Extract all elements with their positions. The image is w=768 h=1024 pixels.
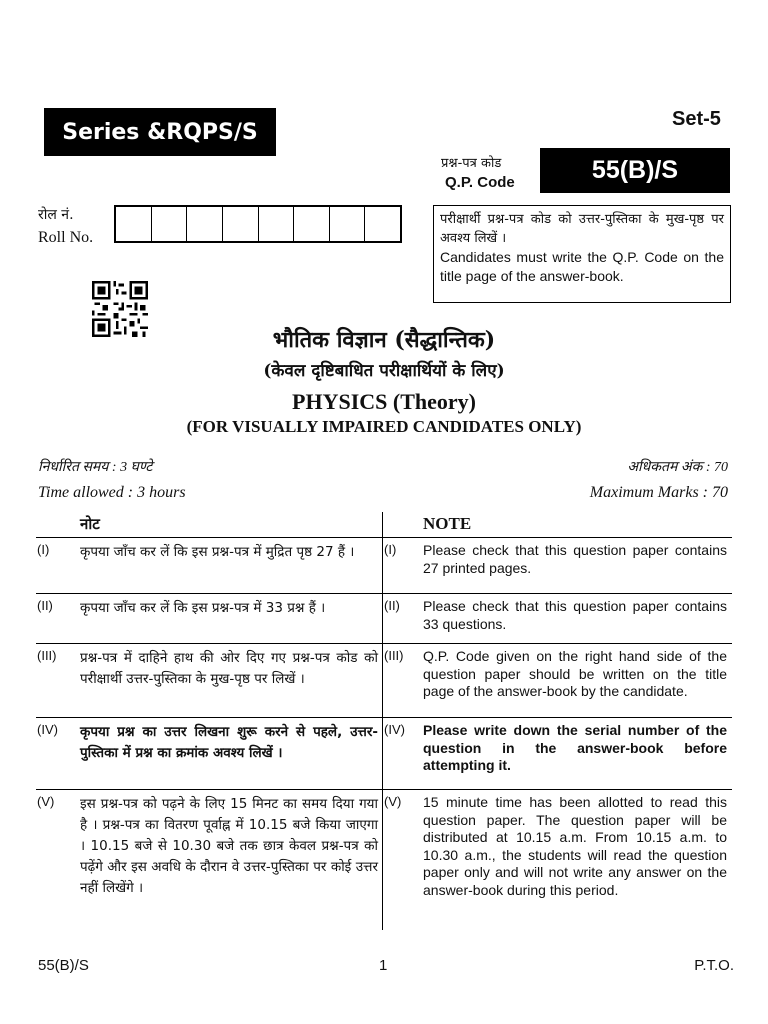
roll-number-label: Roll No. bbox=[38, 229, 94, 246]
roll-number-boxes[interactable] bbox=[114, 205, 402, 243]
column-divider bbox=[382, 512, 383, 930]
note-text-hindi: कृपया प्रश्न का उत्तर लिखना शुरू करने से पहले, उत्तर-पुस्तिका में प्रश्न का क्रमांक अवश्य लिखें । bbox=[80, 724, 378, 761]
note-number: (I) bbox=[37, 542, 50, 557]
note-text-hindi: प्रश्न-पत्र में दाहिने हाथ की ओर दिए गए प्रश्न-पत्र कोड को परीक्षार्थी उत्तर-पुस्तिका के मुख-पृष्ठ पर लिखें । bbox=[80, 650, 378, 687]
qp-code-label: Q.P. Code bbox=[445, 174, 515, 191]
time-allowed: Time allowed : 3 hours bbox=[38, 484, 186, 501]
qp-code-instruction-box bbox=[433, 205, 731, 303]
note-number: (V) bbox=[37, 794, 55, 809]
note-text: Please write down the serial number of the question in the answer-book before attempting it. bbox=[423, 722, 727, 773]
note-text-hindi: कृपया जाँच कर लें कि इस प्रश्न-पत्र में मुद्रित पृष्ठ 27 हैं । bbox=[80, 544, 355, 560]
divider bbox=[382, 537, 732, 538]
roll-number-cell[interactable] bbox=[330, 207, 366, 241]
maximum-marks-hindi: अधिकतम अंक : 70 bbox=[627, 460, 728, 475]
subtitle-hindi: (केवल दृष्टिबाधित परीक्षार्थियों के लिए) bbox=[263, 361, 505, 381]
note-number: (III) bbox=[37, 648, 57, 663]
note-number: (III) bbox=[384, 648, 404, 663]
note-text: Please check that this question paper contains 27 printed pages. bbox=[423, 542, 727, 576]
subject-title: PHYSICS (Theory) bbox=[292, 389, 476, 414]
subject-title-hindi: भौतिक विज्ञान (सैद्धान्तिक) bbox=[272, 327, 496, 353]
roll-number-cell[interactable] bbox=[259, 207, 295, 241]
instruction-english: Candidates must write the Q.P. Code on the title page of the answer-book. bbox=[440, 249, 724, 284]
note-number: (II) bbox=[384, 598, 400, 613]
footer-qp-code: 55(B)/S bbox=[38, 957, 89, 974]
roll-number-cell[interactable] bbox=[152, 207, 188, 241]
roll-number-cell[interactable] bbox=[116, 207, 152, 241]
divider bbox=[36, 789, 732, 790]
note-number: (IV) bbox=[384, 722, 405, 737]
notes-header-hindi: नोट bbox=[80, 515, 100, 533]
divider bbox=[36, 593, 732, 594]
divider bbox=[36, 643, 732, 644]
roll-number-cell[interactable] bbox=[294, 207, 330, 241]
roll-number-cell[interactable] bbox=[365, 207, 400, 241]
subtitle: (FOR VISUALLY IMPAIRED CANDIDATES ONLY) bbox=[186, 417, 582, 436]
instruction-hindi: परीक्षार्थी प्रश्न-पत्र कोड को उत्तर-पुस्तिका के मुख-पृष्ठ पर अवश्य लिखें । bbox=[440, 212, 724, 246]
note-text: 15 minute time has been allotted to read this question paper. The question paper will be distributed at 10.15 a.m. From 10.15 a.m. to 10.30 a.m., the students will read the question paper only and will not write any answer on the answer-book during this period. bbox=[423, 794, 727, 898]
please-turn-over: P.T.O. bbox=[694, 957, 734, 974]
page-number: 1 bbox=[379, 957, 388, 974]
notes-table bbox=[36, 512, 732, 930]
qp-code: 55(B)/S bbox=[540, 148, 730, 193]
note-number: (II) bbox=[37, 598, 53, 613]
note-number: (I) bbox=[384, 542, 397, 557]
time-allowed-hindi: निर्धारित समय : 3 घण्टे bbox=[38, 460, 153, 475]
note-text-hindi: इस प्रश्न-पत्र को पढ़ने के लिए 15 मिनट का समय दिया गया है । प्रश्न-पत्र का वितरण पूर्वाह्न में 10.15 बजे किया जाएगा । 10.15 बजे से 10.30 बजे तक छात्र केवल प्रश्न-पत्र को पढ़ेंगे और इस अवधि के दौरान वे उत्तर-पुस्तिका पर कोई उत्तर नहीं लिखेंगे । bbox=[80, 796, 378, 896]
set-number: Set-5 bbox=[672, 108, 721, 130]
qp-code-label-hindi: प्रश्न-पत्र कोड bbox=[441, 156, 502, 171]
roll-number-cell[interactable] bbox=[187, 207, 223, 241]
series-label: Series &RQPS/S bbox=[44, 108, 276, 156]
note-text: Q.P. Code given on the right hand side of the question paper should be written on the title page of the answer-book by the candidate. bbox=[423, 648, 727, 699]
roll-number-cell[interactable] bbox=[223, 207, 259, 241]
note-number: (V) bbox=[384, 794, 402, 809]
note-number: (IV) bbox=[37, 722, 58, 737]
maximum-marks: Maximum Marks : 70 bbox=[589, 484, 728, 501]
divider bbox=[36, 537, 382, 538]
note-text-hindi: कृपया जाँच कर लें कि इस प्रश्न-पत्र में 33 प्रश्न हैं । bbox=[80, 600, 326, 616]
notes-header: NOTE bbox=[423, 514, 472, 533]
note-text: Please check that this question paper contains 33 questions. bbox=[423, 598, 727, 632]
roll-number-label-hindi: रोल नं. bbox=[38, 207, 74, 223]
divider bbox=[36, 717, 732, 718]
